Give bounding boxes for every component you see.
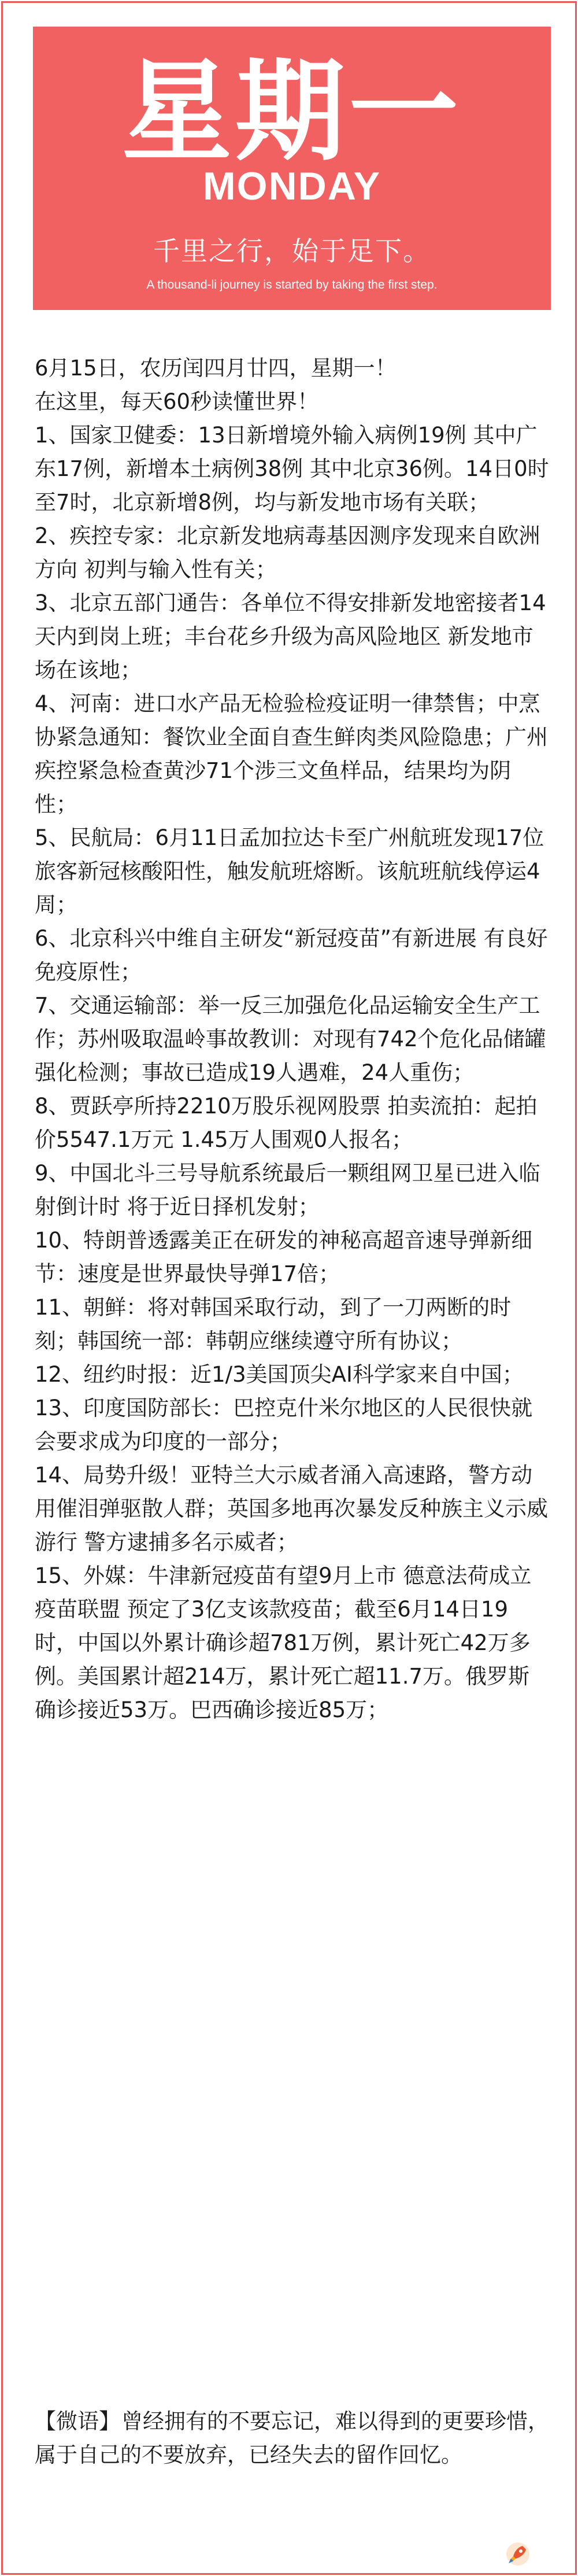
news-item: 8、贾跃亭所持2210万股乐视网股票 拍卖流拍：起拍价5547.1万元 1.45万人围观0人报名； bbox=[35, 1094, 538, 1152]
weekday-title-cn: 星期一 bbox=[121, 48, 462, 176]
news-digest bbox=[35, 352, 549, 1727]
motto-cn: 千里之行，始于足下。 bbox=[153, 235, 431, 267]
header-banner bbox=[33, 27, 551, 310]
news-item: 5、民航局：6月11日孟加拉达卡至广州航班发现17位旅客新冠核酸阳性，触发航班熔断。该航班航线停运4周； bbox=[35, 825, 544, 917]
date-line: 6月15日，农历闰四月廿四，星期一！ bbox=[35, 356, 397, 381]
weekday-title-en: MONDAY bbox=[203, 164, 381, 208]
news-item: 6、北京科兴中维自主研发“新冠疫苗”有新进展 有良好免疫原性； bbox=[35, 926, 548, 984]
news-item: 12、纽约时报：近1/3美国顶尖AI科学家来自中国； bbox=[35, 1362, 524, 1387]
proverb-block bbox=[35, 2405, 549, 2472]
news-item: 14、局势升级！亚特兰大示威者涌入高速路，警方动用催泪弹驱散人群；英国多地再次暴发反种族主义示威游行 警方逮捕多名示威者； bbox=[35, 1463, 548, 1555]
news-item: 4、河南：进口水产品无检验检疫证明一律禁售；中烹协紧急通知：餐饮业全面自查生鲜肉类风险隐患；广州疾控紧急检查黄沙71个涉三文鱼样品，结果均为阴性； bbox=[35, 691, 548, 817]
motto-en: A thousand-li journey is started by taking the first step. bbox=[146, 278, 438, 291]
news-item: 7、交通运输部：举一反三加强危化品运输安全生产工作；苏州吸取温岭事故教训：对现有742个危化品储罐强化检测；事故已造成19人遇难，24人重伤； bbox=[35, 993, 546, 1085]
news-item: 13、印度国防部长：巴控克什米尔地区的人民很快就会要求成为印度的一部分； bbox=[35, 1396, 533, 1454]
proverb-text: 曾经拥有的不要忘记，难以得到的更要珍惜，属于自己的不要放弃，已经失去的留作回忆。 bbox=[35, 2409, 549, 2467]
news-item: 10、特朗普透露美正在研发的神秘高超音速导弹新细节：速度是世界最快导弹17倍； bbox=[35, 1228, 533, 1286]
proverb-tag: 【微语】 bbox=[35, 2409, 120, 2434]
news-item: 11、朝鲜：将对韩国采取行动，到了一刀两断的时刻；韩国统一部：韩朝应继续遵守所有协议； bbox=[35, 1295, 512, 1353]
news-item: 3、北京五部门通告：各单位不得安排新发地密接者14天内到岗上班；丰台花乡升级为高风险地区 新发地市场在该地； bbox=[35, 591, 546, 682]
news-item: 1、国家卫健委：13日新增境外输入病例19例 其中广东17例，新增本土病例38例 其中北京36例。14日0时至7时，北京新增8例，均与新发地市场有关联； bbox=[35, 423, 549, 515]
tagline: 在这里，每天60秒读懂世界！ bbox=[35, 389, 319, 414]
news-item: 9、中国北斗三号导航系统最后一颗组网卫星已进入临射倒计时 将于近日择机发射； bbox=[35, 1161, 540, 1219]
rocket-logo-icon bbox=[505, 2541, 531, 2567]
news-item: 2、疾控专家：北京新发地病毒基因测序发现来自欧洲方向 初判与输入性有关； bbox=[35, 523, 540, 582]
news-item: 15、外媒：牛津新冠疫苗有望9月上市 德意法荷成立疫苗联盟 预定了3亿支该款疫苗；截至6月14日19时，中国以外累计确诊超781万例，累计死亡42万多例。美国累计超214万，累计死亡超11.7万。俄罗斯确诊接近53万。巴西确诊接近85万； bbox=[35, 1563, 532, 1722]
news-list bbox=[35, 419, 549, 1727]
